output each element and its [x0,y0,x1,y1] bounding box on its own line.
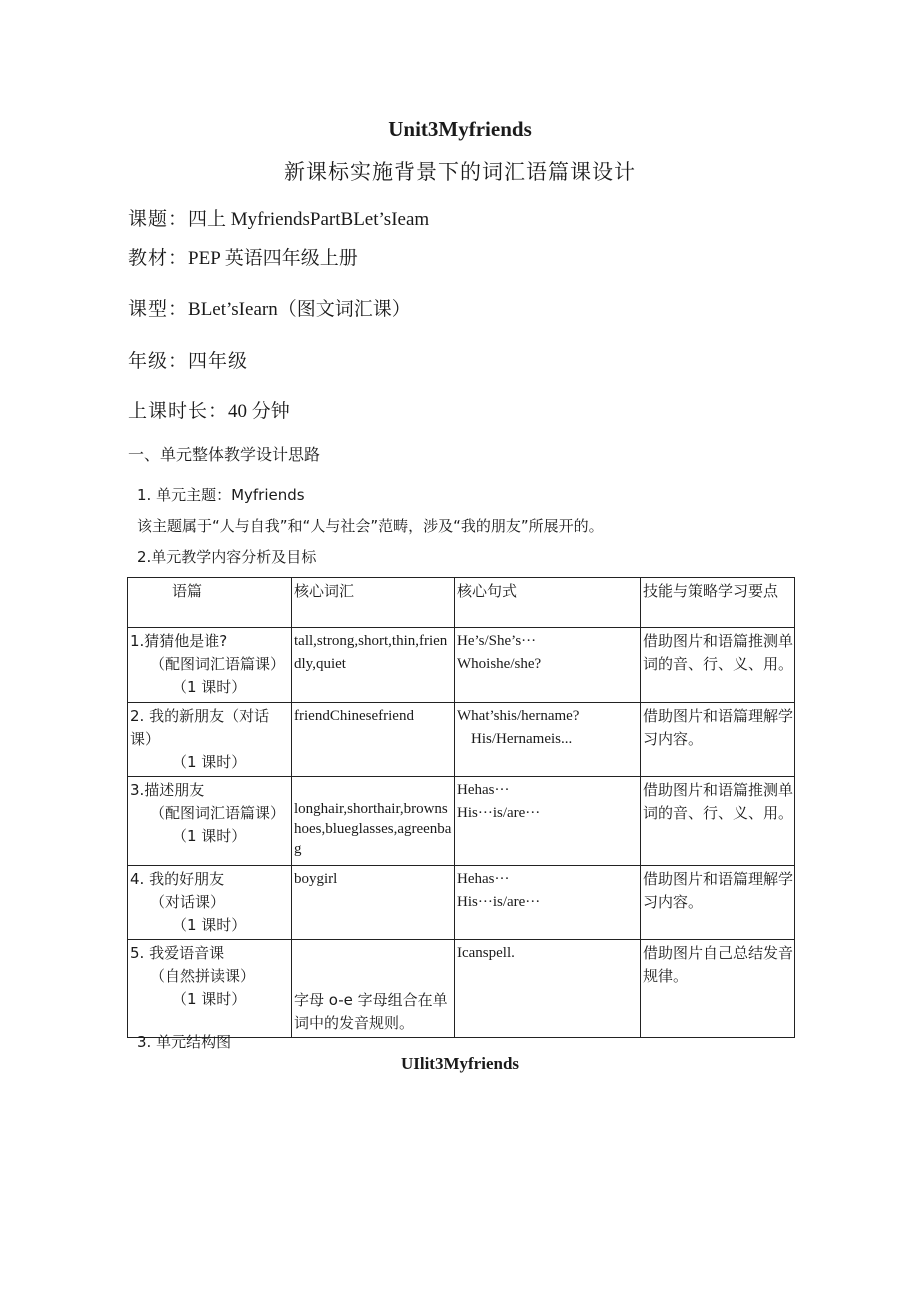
lesson-title: 1.猜猜他是谁? [130,632,228,650]
sentence-line: His···is/are··· [457,894,541,910]
skill-cell: 借助图片和语篇理解学习内容。 [641,866,795,940]
info-grade-value: 四年级 [188,350,249,372]
skill-cell: 借助图片和语篇推测单词的音、行、义、用。 [641,628,795,703]
lesson-type: （配图词汇语篇课） [150,804,286,822]
lesson-title: 4. 我的好朋友 [130,870,225,888]
info-duration [128,396,290,423]
lesson-hours: （1 课时） [172,753,247,771]
subsection-3: 3. 单元结构图 [137,1033,232,1051]
vocab-cell: boygirl [292,866,455,940]
sentence-cell [455,866,641,940]
info-duration-label: 上课时长： [128,400,229,422]
info-textbook-label: 教材： [128,247,189,269]
sentence-cell [455,628,641,703]
section-heading: 一、单元整体教学设计思路 [128,445,321,464]
lesson-cell [128,703,292,777]
document-subtitle: 新课标实施背景下的词汇语篇课设计 [284,160,636,184]
lesson-title: 2. 我的新朋友（对话课） [130,707,270,748]
vocab-cell: 字母 o-e 字母组合在单词中的发音规则。 [292,940,455,1038]
lesson-type: （配图词汇语篇课） [150,655,286,673]
lesson-type: （对话课） [150,893,226,911]
structure-diagram-title: UIlit3Myfriends [400,1054,520,1073]
lesson-cell [128,777,292,866]
vocab-cell: longhair,shorthair,brownshoes,blueglasses,agreenbag [292,777,455,866]
sentence-cell [455,703,641,777]
subsection-2: 2.单元教学内容分析及目标 [137,548,317,566]
info-grade [128,346,248,373]
lesson-hours: （1 课时） [172,990,247,1008]
subsection-1: 1. 单元主题：Myfriends [137,486,305,504]
info-topic [128,204,429,231]
info-type-value: BLet’sIearn（图文词汇课） [188,299,411,320]
sentence-line: His/Hernameis... [471,731,573,747]
info-textbook [128,243,358,270]
lesson-hours: （1 课时） [172,678,247,696]
header-cell: 语篇 [128,578,292,628]
lesson-cell [128,628,292,703]
info-duration-value: 40 分钟 [228,401,290,422]
table-row [128,628,795,703]
theme-paragraph: 该主题属于“人与自我”和“人与社会”范畴，涉及“我的朋友”所展开的。 [137,517,604,535]
sentence-line: His···is/are··· [457,805,541,821]
info-topic-value: 四上 MyfriendsPartBLet’sIeam [188,209,430,230]
lesson-title: 5. 我爱语音课 [130,944,225,962]
vocab-cell: friendChinesefriend [292,703,455,777]
header-cell: 核心句式 [455,578,641,628]
sentence-line: Hehas··· [457,782,510,798]
lesson-cell [128,940,292,1038]
sentence-line: What’shis/hername? [457,708,580,724]
table-row [128,866,795,940]
sentence-line: Hehas··· [457,871,510,887]
info-type [128,294,411,321]
header-cell: 技能与策略学习要点 [641,578,795,628]
sentence-cell [455,940,641,1038]
lesson-type: （自然拼读课） [150,967,256,985]
vocab-cell: tall,strong,short,thin,friendly,quiet [292,628,455,703]
sentence-line: Whoishe/she? [457,656,542,672]
lesson-hours: （1 课时） [172,827,247,845]
lesson-hours: （1 课时） [172,916,247,934]
unit-content-table [127,577,795,1038]
info-topic-label: 课题： [128,208,189,230]
skill-cell: 借助图片和语篇推测单词的音、行、义、用。 [641,777,795,866]
sentence-line: Icanspell. [457,945,515,961]
lesson-title: 3.描述朋友 [130,781,205,799]
skill-cell: 借助图片自己总结发音规律。 [641,940,795,1038]
info-grade-label: 年级： [128,350,189,372]
header-cell: 核心词汇 [292,578,455,628]
sentence-cell [455,777,641,866]
table-header-row [128,578,795,628]
document-title: Unit3Myfriends [388,117,532,141]
skill-cell: 借助图片和语篇理解学习内容。 [641,703,795,777]
info-type-label: 课型： [128,298,189,320]
sentence-line: He’s/She’s··· [457,633,537,649]
table-row [128,940,795,1038]
table-row [128,703,795,777]
table-row [128,777,795,866]
info-textbook-value: PEP 英语四年级上册 [188,248,358,269]
lesson-cell [128,866,292,940]
